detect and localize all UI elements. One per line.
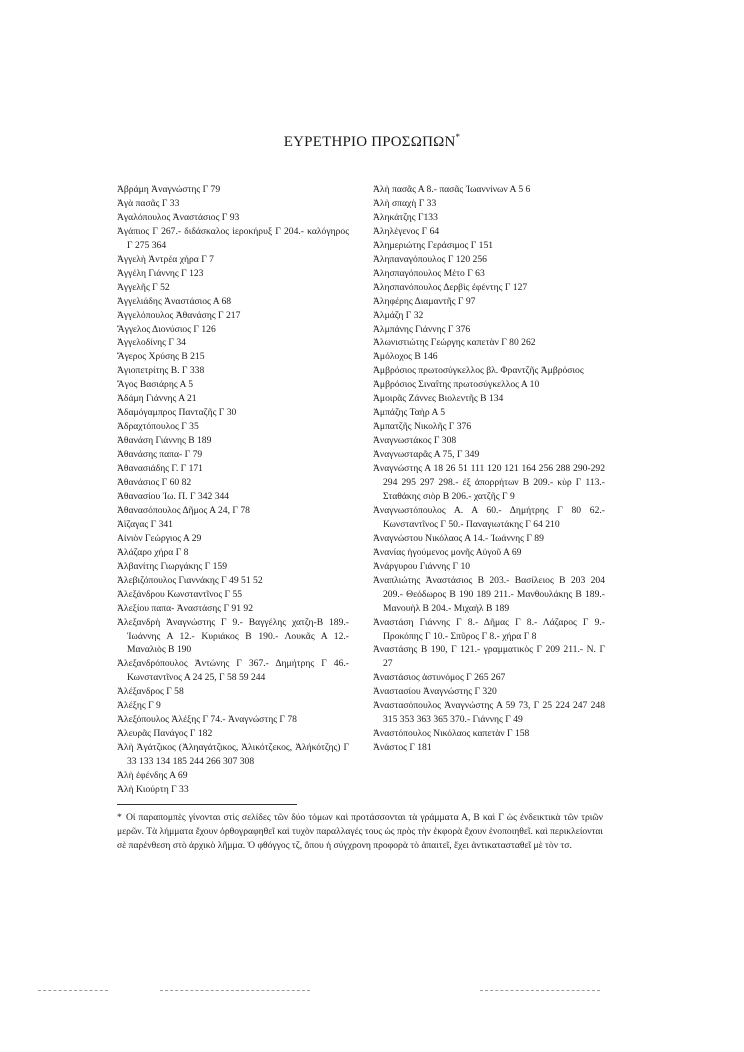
index-entry: Ἀλὴ σπαχὴ Γ 33 (373, 197, 437, 209)
index-entry: Ἀλεξανδρὴ Ἀναγνώστης Γ 9.- Βαγγέλης χατζη-Β 189.- Ἰωάννης Α 12.- Κυριάκος Β 190.- Λουκᾶς Α 12.- Μαναλιὸς Β 190 (117, 616, 349, 656)
index-entry: Ἀθανάσιος Γ 60 82 (117, 477, 192, 489)
index-entry: Ἀλεξάνδρου Κωνσταντῖνος Γ 55 (117, 588, 243, 600)
footnote-text: Οἱ παραπομπὲς γίνονται στὶς σελίδες τῶν δύο τόμων καὶ προτάσσονται τὰ γράμματα Α, Β καὶ Γ ὡς ἐνδεικτικὰ τῶν τριῶν μερῶν. Τὰ λήμματα ἔχουν ὀρθογραφηθεῖ καὶ τυχὸν παραλλαγές τους ὡς πρὸς τὴν ἐκφορὰ ἔχουν ἑνοποιηθεῖ. καὶ περικλείονται σὲ παρένθεση στὸ ἀρχικὸ λῆμμα. Ὁ φθόγγος τζ, ὅπου ἡ σύγχρονη προφορὰ τὸ ἀπαιτεῖ, ἔχει ἀντικατασταθεῖ μὲ τὸν τσ. (117, 812, 604, 851)
index-entry: Ἀναγνωσταρᾶς Α 75, Γ 349 (373, 449, 480, 461)
index-entry: Ἀνανίας ἡγούμενος μονῆς Αὐγοῦ Α 69 (373, 546, 522, 558)
index-entry: Ἀλμπάνης Γιάννης Γ 376 (373, 323, 471, 335)
index-entry: Ἀγγελὴ Ἀντρέα χήρα Γ 7 (117, 253, 214, 265)
index-entry: Ἀληλέγενος Γ 64 (373, 225, 440, 237)
index-entry: Ἀθανασιάδης Γ. Γ 171 (117, 463, 203, 475)
index-entry: Ἀναγνώστου Νικόλαος Α 14.- Ἰωάννης Γ 89 (373, 532, 544, 544)
page-title (0, 132, 744, 151)
index-entry: Ἀλησπανόπουλος Δερβὶς ἐφέντης Γ 127 (373, 281, 528, 293)
index-entry: Αἰνιὸν Γεώργιος Α 29 (117, 532, 202, 544)
index-entry: Ἀλωνιστιώτης Γεώργης καπετὰν Γ 80 262 (373, 337, 536, 349)
title-footnote-mark: * (455, 132, 461, 142)
index-entry: Ἀναστάσιος ἀστυνόμος Γ 265 267 (373, 672, 506, 684)
index-entry: Ἀδαμόγαμπρος Πανταζῆς Γ 30 (117, 407, 237, 419)
index-entry: Ἀλὴ Κιούρτη Γ 33 (117, 783, 189, 795)
index-entry: Ἀλὴ Ἀγάτζικος (Ἀληαγάτζικος, Ἀλικότζεκος, Ἀλήκότζης) Γ 33 133 134 185 244 266 307 308 (117, 742, 349, 768)
index-entry: Ἀμπάζης Ταὴρ Α 5 (373, 407, 446, 419)
index-entry: Ἀθανάσης παπα- Γ 79 (117, 449, 203, 461)
page-title-text: ΕΥΡΕΤΗΡΙΟ ΠΡΟΣΩΠΩΝ (283, 134, 456, 150)
index-entry: Ἀναγνωστόπουλος Α. Α 60.- Δημήτρης Γ 80 62.- Κωνσταντῖνος Γ 50.- Παναγιωτάκης Γ 64 210 (373, 504, 605, 530)
index-entry: Ἀθανασόπουλος Δῆμος Α 24, Γ 78 (117, 504, 250, 516)
index-entry: Ἀναστάση Γιάννης Γ 8.- Δῆμας Γ 8.- Λάζαρος Γ 9.- Προκόπης Γ 10.- Σπῦρος Γ 8.- χήρα Γ 8 (373, 616, 605, 642)
index-entry: Ἀγάπιος Γ 267.- διδάσκαλος ἱεροκήρυξ Γ 204.- καλόγηρος Γ 275 364 (117, 225, 349, 251)
scan-artifact (160, 990, 310, 993)
index-entry: Ἀγγέλη Γιάννης Γ 123 (117, 267, 204, 279)
index-entry: Ἀϊζαγας Γ 341 (117, 518, 173, 530)
index-column-right (373, 183, 605, 755)
index-entry: Ἀλησπαγόπουλος Μέτο Γ 63 (373, 267, 485, 279)
index-entry: Ἀγγελιάδης Ἀναστάσιος Α 68 (117, 295, 232, 307)
index-entry: Ἄγγελος Διονύσιος Γ 126 (117, 323, 216, 335)
index-entry: Ἄγερος Χρύσης Β 215 (117, 351, 205, 363)
index-entry: Ἀναστόπουλος Νικόλαος καπετὰν Γ 158 (373, 728, 530, 740)
index-entry: Ἀγγελόπουλος Ἀθανάσης Γ 217 (117, 309, 241, 321)
footnote-mark: * (117, 812, 122, 823)
index-entry: Ἀναγνώστης Α 18 26 51 111 120 121 164 256 288 290-292 294 295 297 298.- ἐξ ἀπορρήτων Β 209.- κὺρ Γ 113.- Σταθάκης σιὸρ Β 206.- χατζῆς Γ 9 (373, 463, 605, 502)
index-entry: Ἀθανάση Γιάννης Β 189 (117, 435, 212, 447)
index-entry: Ἄγος Βασιάρης Α 5 (117, 379, 194, 391)
index-entry: Ἀληφέρης Διαμαντῆς Γ 97 (373, 295, 476, 307)
index-entry: Ἀλεξανδρόπουλος Ἀντώνης Γ 367.- Δημήτρης Γ 46.- Κωνσταντῖνος Α 24 25, Γ 58 59 244 (117, 658, 349, 684)
index-entry: Ἀληπαναγόπουλος Γ 120 256 (373, 253, 487, 265)
index-entry: Ἀθανασίου Ἰω. Π. Γ 342 344 (117, 490, 230, 502)
index-entry: Ἀλὴ πασᾶς Α 8.- πασᾶς Ἰωαννίνων Α 5 6 (373, 184, 531, 195)
index-entry: Ἀναγνωστάκος Γ 308 (373, 435, 457, 447)
index-entry: Ἀμβρόσιος Σιναΐτης πρωτοσύγκελλος Α 10 (373, 379, 540, 391)
index-entry: Ἀναστασίου Ἀναγνώστης Γ 320 (373, 686, 497, 698)
footnote-divider (117, 804, 297, 805)
scan-artifact (480, 990, 600, 993)
index-entry: Ἀμόλοχος Β 146 (373, 351, 438, 363)
scan-artifact (38, 990, 108, 993)
index-entry: Ἀλεβιζόπουλος Γιαννάκης Γ 49 51 52 (117, 574, 263, 586)
index-entry: Ἀμβρόσιος πρωτοσύγκελλος βλ. Φραντζῆς Ἀμβρόσιος (373, 365, 584, 377)
index-entry: Ἀλμάζη Γ 32 (373, 309, 424, 321)
index-entry: Ἀμπατζῆς Νικολῆς Γ 376 (373, 421, 472, 433)
index-entry: Ἀλευρᾶς Πανάγος Γ 182 (117, 728, 213, 740)
index-entry: Ἀνάστος Γ 181 (373, 742, 432, 754)
index-entry: Ἀγγελοδίνης Γ 34 (117, 337, 186, 349)
index-entry: Ἀληκάτζης Γ133 (373, 211, 438, 223)
footnote (117, 811, 603, 853)
index-entry: Ἀλάζαρο χήρα Γ 8 (117, 546, 189, 558)
index-entry: Ἀνάργυρου Γιάννης Γ 10 (373, 560, 471, 572)
index-entry: Ἀναστάσης Β 190, Γ 121.- γραμματικὸς Γ 209 211.- Ν. Γ 27 (373, 644, 605, 670)
index-entry: Ἀγγελῆς Γ 52 (117, 281, 170, 293)
index-column-left (117, 183, 349, 797)
index-entry: Ἀναστασόπουλος Ἀναγνώστης Α 59 73, Γ 25 224 247 248 315 353 363 365 370.- Γιάννης Γ 49 (373, 700, 605, 726)
index-entry: Ἀλὴ ἐφένδης Α 69 (117, 770, 188, 782)
index-entry: Ἀλεξίου παπα- Ἀναστάσης Γ 91 92 (117, 602, 254, 614)
index-entry: Ἀλημεριώτης Γεράσιμος Γ 151 (373, 239, 494, 251)
index-entry: Ἀγιοπετρίτης Β. Γ 338 (117, 365, 205, 377)
index-entry: Ἀγαλόπουλος Ἀναστάσιος Γ 93 (117, 211, 240, 223)
index-entry: Ἀμοιρᾶς Ζάννες Βιολεντῆς Β 134 (373, 393, 504, 405)
index-entry: Ἀναπλιώτης Ἀναστάσιος Β 203.- Βασίλειος Β 203 204 209.- Θεόδωρος Β 190 189 211.- Μανθουλάκης Β 189.- Μανουὴλ Β 204.- Μιχαὴλ Β 189 (373, 574, 605, 614)
index-entry: Ἀλέξανδρος Γ 58 (117, 686, 184, 698)
index-entry: Ἀλεξόπουλος Ἀλέξης Γ 74.- Ἀναγνώστης Γ 78 (117, 714, 297, 726)
index-entry: Ἀδραχτόπουλος Γ 35 (117, 421, 199, 433)
index-entry: Ἀγὰ πασᾶς Γ 33 (117, 197, 180, 209)
index-entry: Ἀλέξης Γ 9 (117, 700, 161, 712)
index-entry: Ἀδάμη Γιάννης Α 21 (117, 393, 197, 405)
index-entry: Ἀλβανίτης Γιωργάκης Γ 159 (117, 560, 228, 572)
index-entry: Ἀβράμη Ἀναγνώστης Γ 79 (117, 184, 221, 195)
